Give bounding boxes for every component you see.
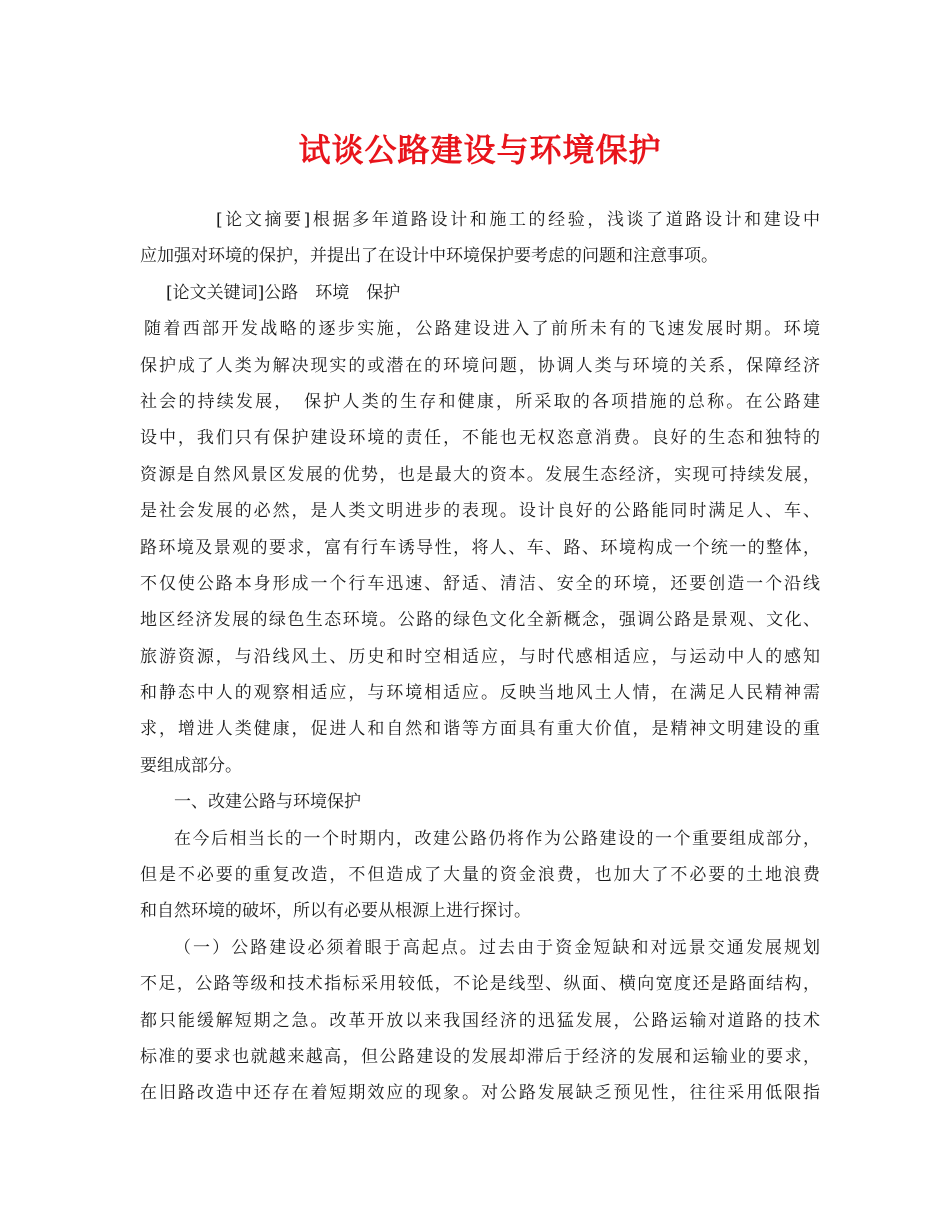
text-line: 要组成部分。	[140, 755, 242, 776]
text-line: （一）公路建设必须着眼于高起点。过去由于资金短缺和对远景交通发展规划	[174, 937, 820, 958]
text-line: 标准的要求也就越来越高，但公路建设的发展却滞后于经济的发展和运输业的要求，	[140, 1046, 820, 1067]
text-line: 社会的持续发展， 保护人类的生存和健康，所采取的各项措施的总称。在公路建	[140, 391, 820, 412]
text-line: 是社会发展的必然，是人类文明进步的表现。设计良好的公路能同时满足人、车、	[140, 501, 820, 522]
text-line: 不仅使公路本身形成一个行车迅速、舒适、清洁、安全的环境，还要创造一个沿线	[140, 573, 820, 594]
text-line: 设中，我们只有保护建设环境的责任，不能也无权恣意消费。良好的生态和独特的	[140, 428, 820, 449]
text-line: 资源是自然风景区发展的优势，也是最大的资本。发展生态经济，实现可持续发展，	[140, 464, 820, 485]
text-line: 路环境及景观的要求，富有行车诱导性，将人、车、路、环境构成一个统一的整体，	[140, 537, 820, 558]
document-title: 试谈公路建设与环境保护	[298, 131, 662, 169]
text-line: 地区经济发展的绿色生态环境。公路的绿色文化全新概念，强调公路是景观、文化、	[140, 610, 820, 631]
text-line: 求，增进人类健康，促进人和自然和谐等方面具有重大价值，是精神文明建设的重	[140, 719, 820, 740]
text-line: 一、改建公路与环境保护	[174, 792, 361, 813]
text-line: 随着西部开发战略的逐步实施，公路建设进入了前所未有的飞速发展时期。环境	[144, 319, 820, 340]
text-line: 不足，公路等级和技术指标采用较低，不论是线型、纵面、横向宽度还是路面结构，	[140, 974, 820, 995]
document-body	[140, 202, 820, 1112]
text-line: 旅游资源，与沿线风土、历史和时空相适应，与时代感相适应，与运动中人的感知	[140, 646, 820, 667]
text-line: 应加强对环境的保护，并提出了在设计中环境保护要考虑的问题和注意事项。	[140, 246, 718, 267]
text-line: 和静态中人的观察相适应，与环境相适应。反映当地风土人情，在满足人民精神需	[140, 683, 820, 704]
text-line: [论文关键词]公路 环境 保护	[166, 282, 401, 303]
text-line: 在旧路改造中还存在着短期效应的现象。对公路发展缺乏预见性，往往采用低限指	[140, 1083, 820, 1104]
text-line: [论文摘要]根据多年道路设计和施工的经验，浅谈了道路设计和建设中	[216, 210, 820, 230]
text-line: 但是不必要的重复改造，不但造成了大量的资金浪费，也加大了不必要的土地浪费	[140, 865, 820, 886]
text-line: 在今后相当长的一个时期内，改建公路仍将作为公路建设的一个重要组成部分，	[174, 828, 820, 849]
text-line: 都只能缓解短期之急。改革开放以来我国经济的迅猛发展，公路运输对道路的技术	[140, 1010, 820, 1031]
text-line: 和自然环境的破坏，所以有必要从根源上进行探讨。	[140, 901, 531, 922]
text-line: 保护成了人类为解决现实的或潜在的环境问题，协调人类与环境的关系，保障经济	[140, 355, 820, 376]
